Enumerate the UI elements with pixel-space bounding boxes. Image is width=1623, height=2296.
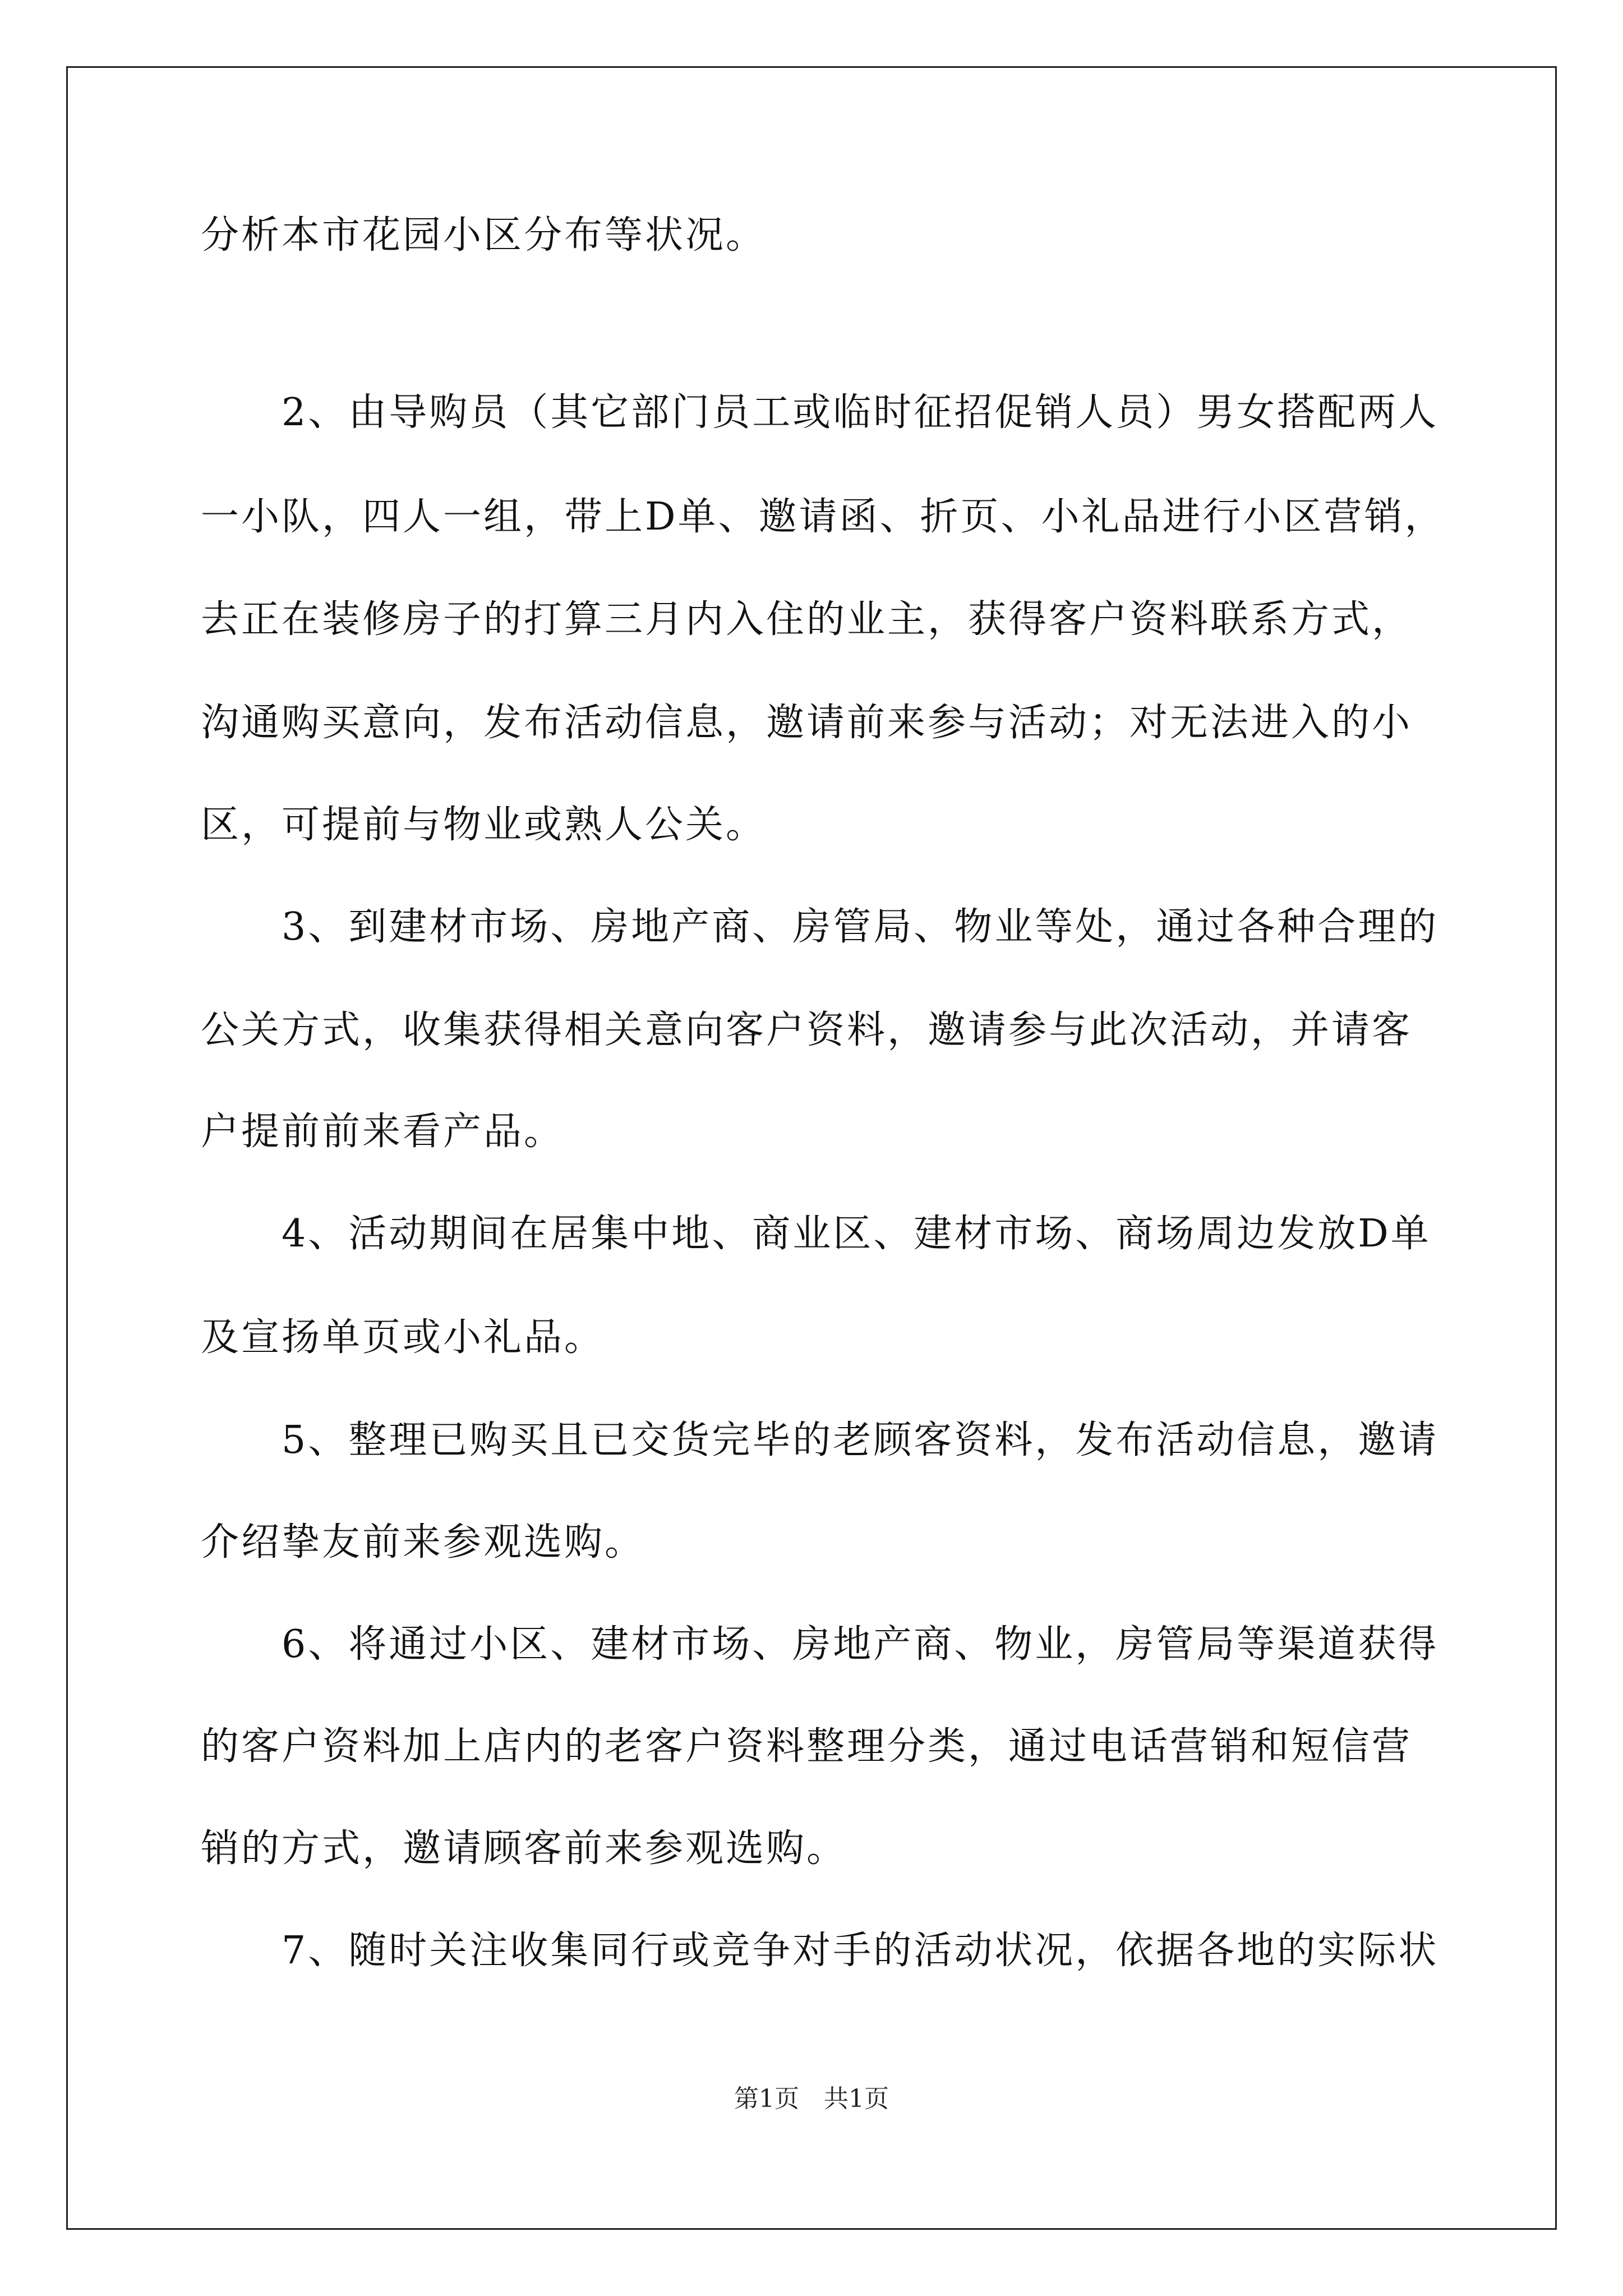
page-footer: 第1页 共1页 [734, 2085, 889, 2113]
text-line: 销的方式，邀请顾客前来参观选购。 [201, 1826, 847, 1871]
text-line: 户提前前来看产品。 [201, 1110, 565, 1154]
text-line: 的客户资料加上店内的老客户资料整理分类，通过电话营销和短信营 [201, 1724, 1413, 1769]
text-line: 区，可提前与物业或熟人公关。 [201, 803, 767, 847]
text-line: 公关方式，收集获得相关意向客户资料，邀请参与此次活动，并请客 [201, 1008, 1413, 1052]
text-line: 4、活动期间在居集中地、商业区、建材市场、商场周边发放D单 [201, 1212, 1431, 1256]
text-line: 7、随时关注收集同行或竞争对手的活动状况，依据各地的实际状 [201, 1929, 1439, 1973]
text-line: 去正在装修房子的打算三月内入住的业主，获得客户资料联系方式， [201, 597, 1413, 642]
text-line: 分析本市花园小区分布等状况。 [201, 213, 767, 257]
text-line: 沟通购买意向，发布活动信息，邀请前来参与活动；对无法进入的小 [201, 701, 1413, 745]
text-line: 3、到建材市场、房地产商、房管局、物业等处，通过各种合理的 [201, 905, 1439, 949]
text-line: 5、整理已购买且已交货完毕的老顾客资料，发布活动信息，邀请 [201, 1418, 1439, 1462]
text-line: 6、将通过小区、建材市场、房地产商、物业，房管局等渠道获得 [201, 1622, 1439, 1667]
text-line: 介绍挚友前来参观选购。 [201, 1520, 645, 1565]
text-line: 一小队，四人一组，带上D单、邀请函、折页、小礼品进行小区营销， [201, 495, 1445, 539]
text-line: 2、由导购员（其它部门员工或临时征招促销人员）男女搭配两人 [201, 390, 1439, 435]
text-line: 及宣扬单页或小礼品。 [201, 1315, 605, 1360]
